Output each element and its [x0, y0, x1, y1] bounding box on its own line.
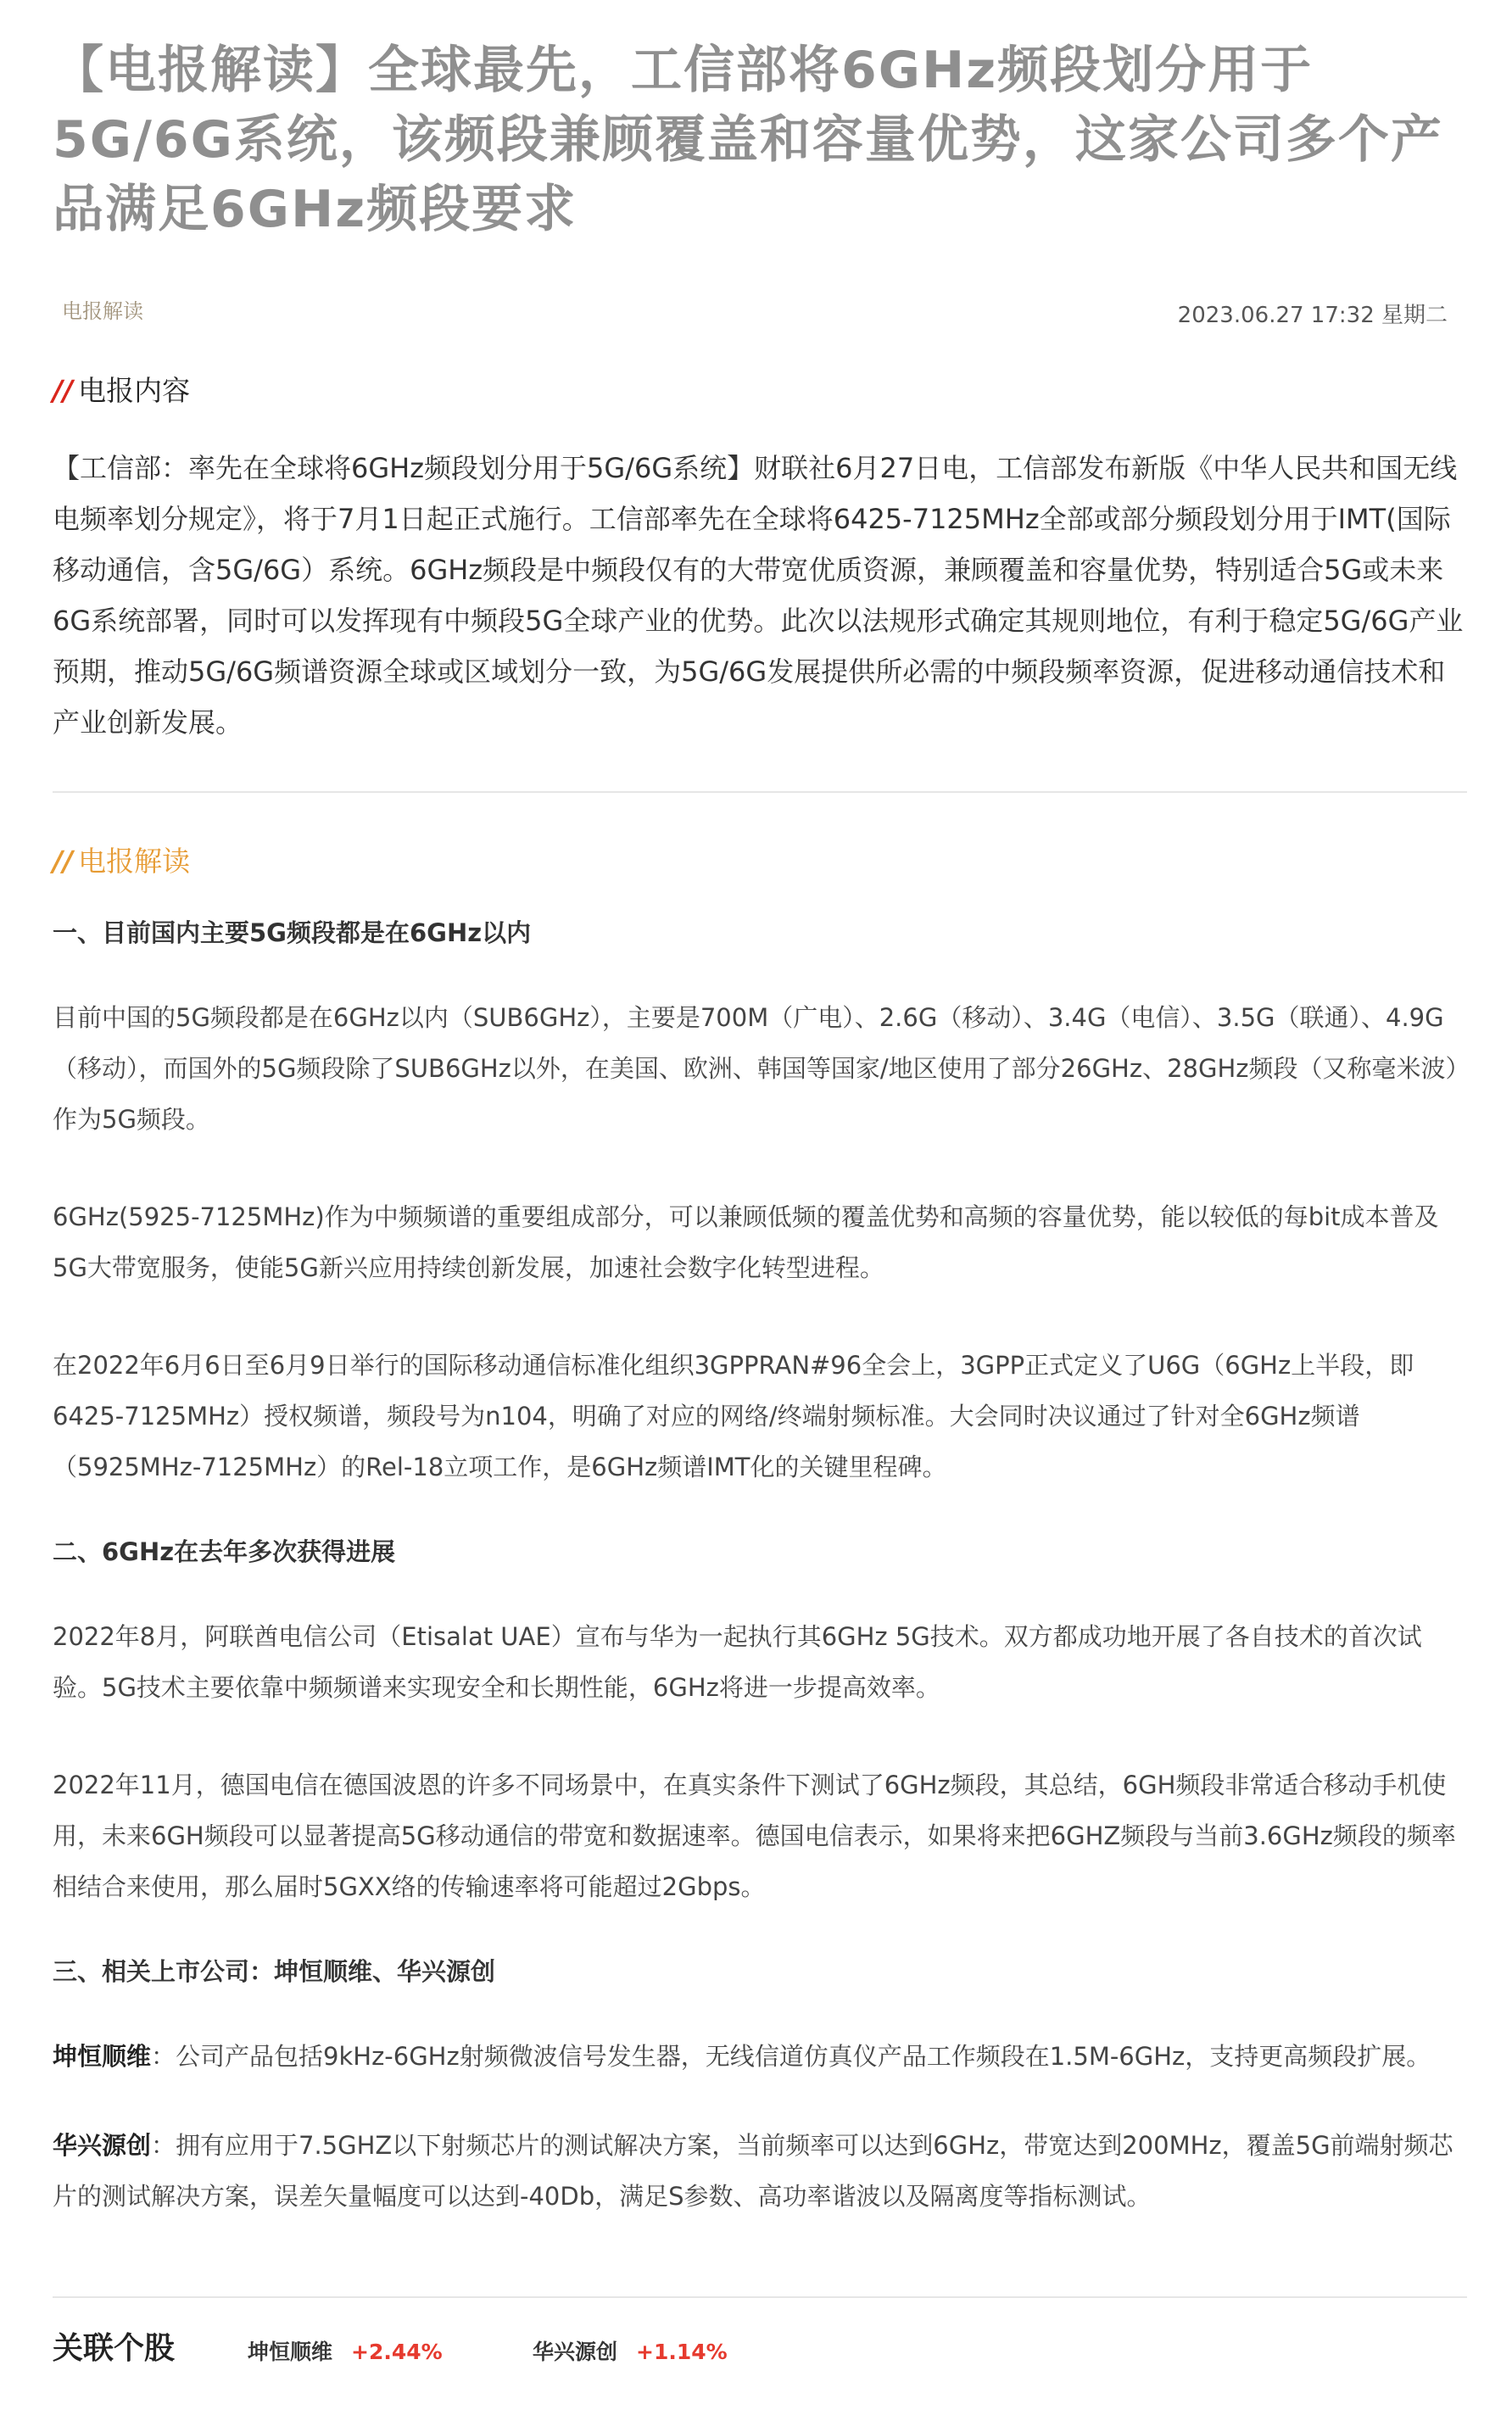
publish-datetime: 2023.06.27 17:32 星期二 [1177, 303, 1448, 328]
related-stock-item[interactable] [533, 2335, 728, 2366]
company1-paragraph [53, 2031, 1467, 2082]
content-heading-label: 电报内容 [78, 374, 191, 407]
section-slash-icon: // [53, 374, 74, 407]
analysis-section-heading [53, 845, 190, 879]
part1-paragraph-3: 在2022年6月6日至6月9日举行的国际移动通信标准化组织3GPPRAN#96全会上，3GPP正式定义了U6G（6GHz上半段，即6425-7125MHz）授权频谱，频段号为n104，明确了对应的网络/终端射频标准。大会同时决议通过了针对全6GHz频谱（5925MHz-7125MHz）的Rel-18立项工作，是6GHz频谱IMT化的关键里程碑。 [53, 1351, 1414, 1481]
stock-name: 坤恒顺维 [248, 2340, 333, 2364]
stock-name: 华兴源创 [533, 2340, 618, 2364]
part1-subhead: 一、目前国内主要5G频段都是在6GHz以内 [53, 918, 532, 947]
footer-divider [53, 2296, 1467, 2298]
article-title: 【电报解读】全球最先，工信部将6GHz频段划分用于5G/6G系统，该频段兼顾覆盖和容量优势，这家公司多个产品满足6GHz频段要求 [53, 41, 1443, 239]
source-tag[interactable]: 电报解读 [62, 299, 143, 323]
stock-change: +1.14% [636, 2340, 728, 2364]
part2-paragraph-1: 2022年8月，阿联酋电信公司（Etisalat UAE）宣布与华为一起执行其6GHz 5G技术。双方都成功地开展了各自技术的首次试验。5G技术主要依靠中频频谱来实现安全和长期性能，6GHz将进一步提高效率。 [53, 1622, 1422, 1702]
section-divider [53, 791, 1467, 793]
part3-subhead: 三、相关上市公司：坤恒顺维、华兴源创 [53, 1957, 496, 1986]
part2-subhead: 二、6GHz在去年多次获得进展 [53, 1537, 396, 1566]
analysis-heading-label: 电报解读 [78, 845, 191, 878]
section-slash-icon: // [53, 845, 74, 878]
company1-name: 坤恒顺维 [53, 2042, 152, 2071]
related-stocks-label: 关联个股 [53, 2331, 176, 2366]
related-stock-item[interactable] [248, 2335, 443, 2366]
company2-name: 华兴源创 [53, 2131, 152, 2160]
company2-paragraph [53, 2120, 1467, 2222]
company2-text: ：拥有应用于7.5GHZ以下射频芯片的测试解决方案，当前频率可以达到6GHz，带宽达到200MHz，覆盖5G前端射频芯片的测试解决方案，误差矢量幅度可以达到-40Db，满足S参数、高功率谐波以及隔离度等指标测试。 [53, 2131, 1453, 2211]
company1-text: ：公司产品包括9kHz-6GHz射频微波信号发生器，无线信道仿真仪产品工作频段在1.5M-6GHz，支持更高频段扩展。 [151, 2042, 1431, 2071]
part2-paragraph-2: 2022年11月，德国电信在德国波恩的许多不同场景中，在真实条件下测试了6GHz频段，其总结，6GH频段非常适合移动手机使用，未来6GH频段可以显著提高5G移动通信的带宽和数据速率。德国电信表示，如果将来把6GHZ频段与当前3.6GHz频段的频率相结合来使用，那么届时5GXX络的传输速率将可能超过2Gbps。 [53, 1771, 1456, 1901]
part1-paragraph-1: 目前中国的5G频段都是在6GHz以内（SUB6GHz），主要是700M（广电）、2.6G（移动）、3.4G（电信）、3.5G（联通）、4.9G（移动），而国外的5G频段除了SUB6GHz以外，在美国、欧洲、韩国等国家/地区使用了部分26GHz、28GHz频段（又称毫米波）作为5G频段。 [53, 1003, 1458, 1134]
content-section-heading [53, 374, 190, 408]
telegraph-content-text: 【工信部：率先在全球将6GHz频段划分用于5G/6G系统】财联社6月27日电，工信部发布新版《中华人民共和国无线电频率划分规定》，将于7月1日起正式施行。工信部率先在全球将6425-7125MHz全部或部分频段划分用于IMT(国际移动通信，含5G/6G）系统。6GHz频段是中频段仅有的大带宽优质资源，兼顾覆盖和容量优势，特别适合5G或未来6G系统部署，同时可以发挥现有中频段5G全球产业的优势。此次以法规形式确定其规则地位，有利于稳定5G/6G产业预期，推动5G/6G频谱资源全球或区域划分一致，为5G/6G发展提供所必需的中频段频率资源，促进移动通信技术和产业创新发展。 [53, 452, 1464, 739]
part1-paragraph-2: 6GHz(5925-7125MHz)作为中频频谱的重要组成部分，可以兼顾低频的覆盖优势和高频的容量优势，能以较低的每bit成本普及5G大带宽服务，使能5G新兴应用持续创新发展，加速社会数字化转型进程。 [53, 1202, 1439, 1282]
stock-change: +2.44% [351, 2340, 443, 2364]
